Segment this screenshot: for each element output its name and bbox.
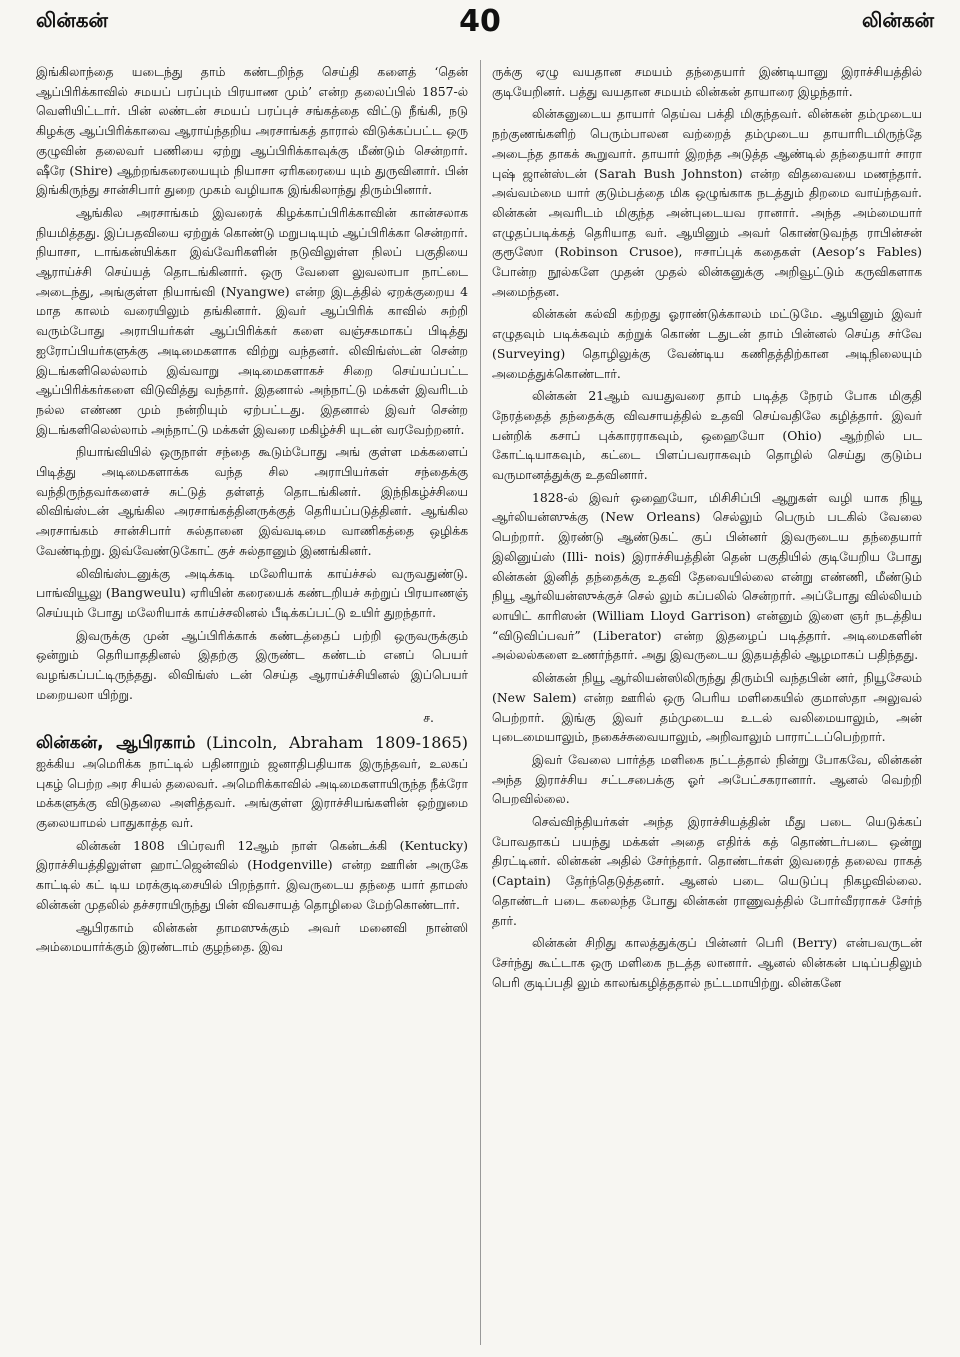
right-column [492,62,922,1347]
paragraph: இவருக்கு முன் ஆப்பிரிக்காக் கண்டத்தைப் பற்றி ஒருவருக்கும் ஒன்றும் தெரியாததினல் இதற்கு இருண்ட கண்டம் எனப் பெயர் வழங்கப்பட்டிருந்தது. லிவிங்ஸ் டன் செய்த ஆராய்ச்சியினல் இப்பெயர் மறையலா யிற்று. [36,627,468,702]
paragraph: லின்கன் 21ஆம் வயதுவரை தாம் படித்த நேரம் போக மிகுதி நேரத்தைத் தந்தைக்கு விவசாயத்தில் உதவி செய்வதிலே கழித்தார். இவர் பன்றிக் கசாப் புக்காரராகவும், ஒஹையோ (Ohio) ஆற்றில் பட கோட்டியாகவும், கட்டை பிளப்பவராகவும் தொழில் செய்து குடும்ப வருமானத்துக்கு உதவினார். [492,388,922,483]
left-column [36,62,468,1347]
paragraph: இங்கிலாந்தை யடைந்து தாம் கண்டறிந்த செய்தி களைத் ‘தென் ஆப்பிரிக்காவில் சமயப் பரப்பும் பிரயாண மும்’ என்ற தலைப்பில் 1857-ல் வெளியிட்டார். பின் லண்டன் சமயப் பரப்புச் சங்கத்தை விட்டு நீங்கி, நடு கிழக்கு ஆப்பிரிக்காவை ஆராய்ந்தறிய அரசாங்கத் தாரால் விடுக்கப்பட்ட ஒரு குழுவின் தலைவர் பணியை ஏற்று ஆப்பிரிக்காவுக்கு மீண்டும் சென்றார். ஷீரே (Shire) ஆற்றங்கரையையும் நியாசா ஏரிகரையை யும் துருவினார். பின் இங்கிருந்து சான்சிபார் துறை முகம் வழியாக இங்கிலாந்து திரும்பினார். [36,64,468,198]
author-initial: ச. [423,709,434,725]
paragraph: லின்கன் கல்வி கற்றது ஓராண்டுக்காலம் மட்டுமே. ஆயினும் இவர் எழுதவும் படிக்கவும் கற்றுக் கொண் டதுடன் தாம் பின்னல் செய்த சர்வே (Surveying) தொழிலுக்கு வேண்டிய கணிதத்திற்கான அடிநிலையும் அமைத்துக்கொண்டார். [492,306,922,381]
paragraph: ஆங்கில அரசாங்கம் இவரைக் கிழக்காப்பிரிக்காவின் கான்சலாக நியமித்தது. இப்பதவியை ஏற்றுக் கொண்டு மறுபடியும் ஆப்பிரிக்கா சென்றார். நியாசா, டாங்கன்யிக்கா இவ்வேரிகளின் நடுவிலுள்ள நிலப் பகுதியை ஆராய்ச்சி செய்யத் தொடங்கினார். ஒரு வேளை லுவலாபா நாட்டை அடைந்து, அங்குள்ள நியாங்வி (Nyangwe) என்ற இடத்தில் ஏறக்குறைய 4 மாத காலம் வரையிலும் தங்கினார். இவர் ஆப்பிரிக் காவில் சுற்றி வரும்போது அராபியர்கள் ஆப்பிரிக்கர் களை வஞ்சகமாகப் பிடித்து ஐரோப்பியர்களுக்கு அடிமைகளாக விற்று வந்தனர். லிவிங்ஸ்டன் சென்ற இடங்களிலெல்லாம் இவ்வாறு அடிமைகளாகச் சிறை செய்யப்பட்ட ஆப்பிரிக்கர்களை விடுவித்து வந்தார். இதனால் அந்நாட்டு மக்கள் இவரிடம் நல்ல எண்ண மும் நன்றியும் ஏற்பட்டது. இதனால் இவர் சென்ற இடங்களிலெல்லாம் அந்நாட்டு மக்கள் இவரை மகிழ்ச்சி யுடன் வரவேற்றனர். [36,204,468,437]
page-number: 40 [459,4,501,39]
paragraph: ருக்கு ஏழு வயதான சமயம் தந்தையார் இண்டியானு இராச்சியத்தில் குடியேறினர். பத்து வயதான சமயம் லின்கன் தாயாரை இழந்தார். [492,64,922,99]
paragraph: லின்கன் நியூ ஆர்லியன்ஸிலிருந்து திரும்பி வந்தபின் னர், நியூசேலம் (New Salem) என்ற ஊரில் ஒரு பெரிய மளிகையில் குமாஸ்தா அலுவல் பெற்றார். இங்கு இவர் தம்முடைய உடல் வலிமையாலும், அன் புடைமையாலும், நகைச்சுவையாலும், அறிவாலும் பாராட்டப்பெற்றார். [492,670,922,745]
paragraph: நியாங்வியில் ஒருநாள் சந்தை கூடும்போது அங் குள்ள மக்களைப் பிடித்து அடிமைகளாக்க வந்த சில அராபியர்கள் சந்தைக்கு வந்திருந்தவர்களைச் சுட்டுத் தள்ளத் தொடங்கினர். இந்நிகழ்ச்சியை லிவிங்ஸ்டன் ஆங்கில அரசாங்கத்தினருக்குத் தெரியப்படுத்தினர். ஆங்கில அரசாங்கம் சான்சிபார் சுல்தானை இவ்வடிமை வாணிகத்தை ஒழிக்க வேண்டிற்று. இவ்வேண்டுகோட் குச் சுல்தானும் இணங்கினர். [36,444,468,558]
paragraph: லின்கன் 1808 பிப்ரவரி 12ஆம் நாள் கென்டக்கி (Kentucky) இராச்சியத்திலுள்ள ஹாட்ஜென்வில் (Hodgenville) என்ற ஊரின் அருகே காட்டில் கட் டிய மரக்குடிசையில் பிறந்தார். இவருடைய தந்தை யார் தாமஸ் லின்கன் முதலில் தச்சராயிருந்து பின் விவசாயத் தொழிலை மேற்கொண்டார். [36,837,468,912]
paragraph: லிவிங்ஸ்டனுக்கு அடிக்கடி மலேரியாக் காய்ச்சல் வருவதுண்டு. பாங்வியூலு (Bangweulu) ஏரியின் கரையைக் கண்டறியச் சுற்றுப் பிரயாணஞ் செய்யும் போது மலேரியாக் காய்ச்சலினல் பீடிக்கப்பட்டு உயிர் துறந்தார். [36,565,468,620]
page-header [0,0,960,56]
entry-title: லின்கன், ஆபிரகாம் [36,733,196,754]
entry-text: ஐக்கிய அமெரிக்க நாட்டில் பதினாறும் ஜனாதிபதியாக இருந்தவர், உலகப் புகழ் பெற்ற அர சியல் தலைவர். அமெரிக்காவில் அடிமைகளாயிருந்த நீக்ரோ மக்களுக்கு விடுதலை அளித்தவர். அங்குள்ள இராச்சியங்களின் ஒற்றுமை குலையாமல் பாதுகாத்த வர். [36,755,468,831]
entry-title-english: (Lincoln, Abraham 1809-1865) [206,733,468,753]
entry-paragraph [36,733,468,833]
paragraph: 1828-ல் இவர் ஒஹையோ, மிசிசிப்பி ஆறுகள் வழி யாக நியூ ஆர்லியன்ஸுக்கு (New Orleans) செல்லும் பெரும் படகில் வேலை பெற்றார். இரண்டு ஆண்டுகட் குப் பின்னர் இவருடைய தந்தையார் இலினுய்ஸ் (Illi- nois) இராச்சியத்தின் தென் பகுதியில் குடியேறிய போது லின்கன் இனித் தந்தைக்கு உதவி தேவையில்லை என்று எண்ணி, மீண்டும் நியூ ஆர்லியன்ஸுக்குச் செல் லும் கப்பலில் சென்றார். அப்போது வில்லியம் லாயிட் காரிஸன் (William Lloyd Garrison) என்னும் இளை ஞர் நடத்திய “விடுவிப்பவர்” (Liberator) என்ற இதழைப் படித்தார். அடிமைகளின் அல்லல்களை உணர்ந்தார். அது இவருடைய இதயத்தில் ஆழமாகப் பதிந்தது. [492,489,922,663]
paragraph: ஆபிரகாம் லின்கன் தாமஸுக்கும் அவர் மனைவி நான்ஸி அம்மையார்க்கும் இரண்டாம் குழந்தை. இவ [36,919,468,955]
running-head-right: லின்கன் [862,8,934,32]
paragraph: செவ்விந்தியர்கள் அந்த இராச்சியத்தின் மீது படை யெடுக்கப் போவதாகப் பயந்து மக்கள் அதை எதிர்க் கத் தொண்டர்படை ஒன்று திரட்டினர். லின்கன் அதில் சேர்ந்தார். தொண்டர்கள் இவரைத் தலைவ ராகத் (Captain) தேர்ந்தெடுத்தனர். ஆனல் படை யெடுப்பு நிகழவில்லை. தொண்டர் படை கலைந்த போது லின்கன் ராணுவத்தில் போர்வீரராகச் சேர்ந் தார். [492,814,922,928]
paragraph: லின்கனுடைய தாயார் தெய்வ பக்தி மிகுந்தவர். லின்கன் தம்முடைய நற்குணங்களிற் பெரும்பாலன வற்றைத் தம்முடைய தாயாரிடமிருந்தே அடைந்த தாகக் கூறுவார். தாயார் இறந்த அடுத்த ஆண்டில் தந்தையார் சாரா புஷ் ஜான்ஸ்டன் (Sarah Bush Johnston) என்ற விதவையை மணந்தார். அவ்வம்மை யார் குடும்பத்தை மிக ஒழுங்காக நடத்தும் திறமை வாய்ந்தவர். லின்கன் அவரிடம் மிகுந்த அன்புடையவ ரானார். அந்த அம்மையார் எழுதப்படிக்கத் தெரியாத வர். ஆயினும் அவர் கொண்டுவந்த ராபின்சன் குரூஸோ (Robinson Crusoe), ஈசாப்புக் கதைகள் (Aesop’s Fables) போன்ற நூல்களே முதன் முதல் லின்கனுக்கு அறிவூட்டும் கருவிகளாக அமைந்தன. [492,106,922,299]
running-head-left: லின்கன் [36,8,108,32]
paragraph: லின்கன் சிறிது காலத்துக்குப் பின்னர் பெரி (Berry) என்பவருடன் சேர்ந்து கூட்டாக ஒரு மளிகை நடத்த லானார். ஆனல் லின்கன் படிப்பதிலும் பெரி குடிப்பதி லும் காலங்கழித்ததால் நட்டமாயிற்று. லின்கனே [492,935,922,990]
column-divider [480,60,481,1345]
paragraph: இவர் வேலை பார்த்த மளிகை நட்டத்தால் நின்று போகவே, லின்கன் அந்த இராச்சிய சட்டசபைக்கு ஓர் அபேட்சகரானார். ஆனல் வெற்றி பெறவில்லை. [492,751,922,807]
